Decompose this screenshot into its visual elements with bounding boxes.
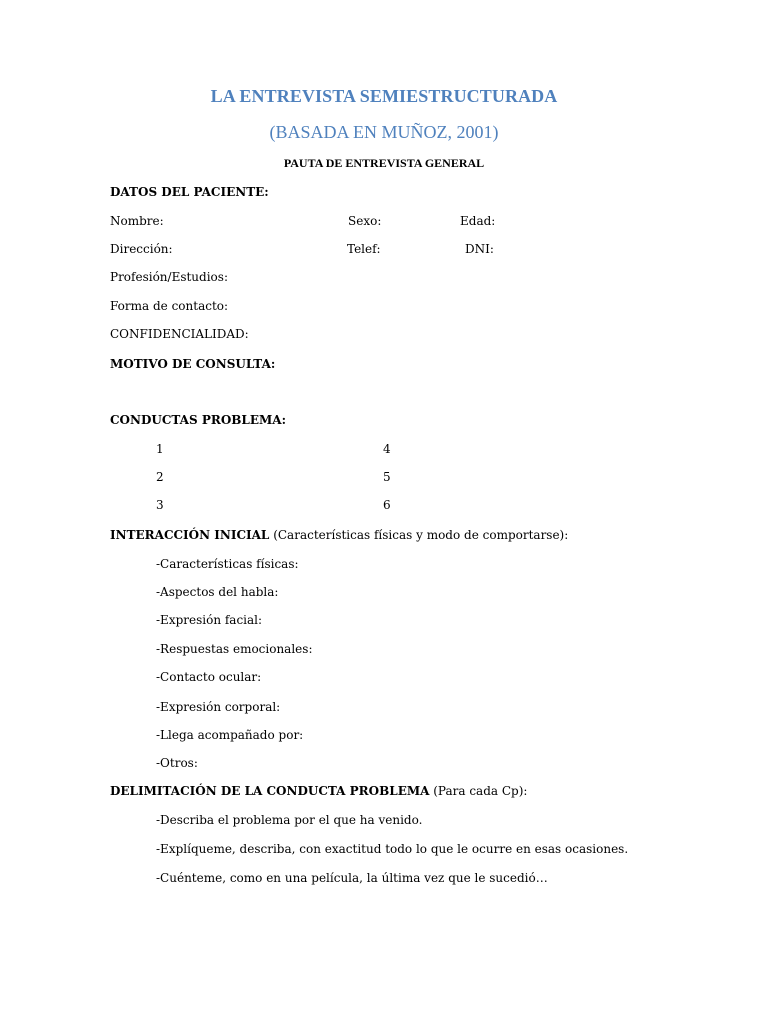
conducta-number: 2 xyxy=(156,470,164,484)
interaccion-line xyxy=(110,528,568,542)
delimitacion-heading: DELIMITACIÓN DE LA CONDUCTA PROBLEMA xyxy=(110,784,430,798)
datos-heading: DATOS DEL PACIENTE: xyxy=(110,185,269,199)
pauta-heading: PAUTA DE ENTREVISTA GENERAL xyxy=(283,156,485,170)
contacto-label: Forma de contacto: xyxy=(110,299,229,313)
interaccion-item: -Expresión facial: xyxy=(156,613,263,627)
interaccion-note: (Características físicas y modo de comportarse): xyxy=(269,528,569,542)
delimitacion-item: -Cuénteme, como en una película, la última vez que le sucedió… xyxy=(156,871,548,885)
delimitacion-item: -Explíqueme, describa, con exactitud todo lo que le ocurre en esas ocasiones. xyxy=(156,842,629,856)
conducta-number: 3 xyxy=(156,498,164,512)
interaccion-item: -Aspectos del habla: xyxy=(156,585,279,599)
nombre-label: Nombre: xyxy=(110,214,164,228)
interaccion-item: -Otros: xyxy=(156,756,198,770)
telef-label: Telef: xyxy=(347,242,381,256)
conducta-number: 4 xyxy=(383,442,391,456)
conducta-number: 6 xyxy=(383,498,391,512)
interaccion-item: -Respuestas emocionales: xyxy=(156,642,313,656)
delimitacion-note: (Para cada Cp): xyxy=(429,784,528,798)
direccion-label: Dirección: xyxy=(110,242,173,256)
interaccion-item: -Expresión corporal: xyxy=(156,700,281,714)
document-title: LA ENTREVISTA SEMIESTRUCTURADA xyxy=(210,86,558,106)
sexo-label: Sexo: xyxy=(348,214,382,228)
conductas-heading: CONDUCTAS PROBLEMA: xyxy=(110,413,287,427)
interaccion-item: -Contacto ocular: xyxy=(156,670,262,684)
profesion-label: Profesión/Estudios: xyxy=(110,270,228,284)
interaccion-heading: INTERACCIÓN INICIAL xyxy=(110,528,270,542)
document-subtitle: (BASADA EN MUÑOZ, 2001) xyxy=(269,122,499,142)
interaccion-item: -Características físicas: xyxy=(156,557,299,571)
interaccion-item: -Llega acompañado por: xyxy=(156,728,304,742)
delimitacion-item: -Describa el problema por el que ha venido. xyxy=(156,813,423,827)
conducta-number: 1 xyxy=(156,442,164,456)
delimitacion-line xyxy=(110,784,527,798)
conducta-number: 5 xyxy=(383,470,391,484)
edad-label: Edad: xyxy=(460,214,496,228)
confidencialidad-label: CONFIDENCIALIDAD: xyxy=(110,327,249,341)
dni-label: DNI: xyxy=(465,242,494,256)
motivo-heading: MOTIVO DE CONSULTA: xyxy=(110,357,276,371)
